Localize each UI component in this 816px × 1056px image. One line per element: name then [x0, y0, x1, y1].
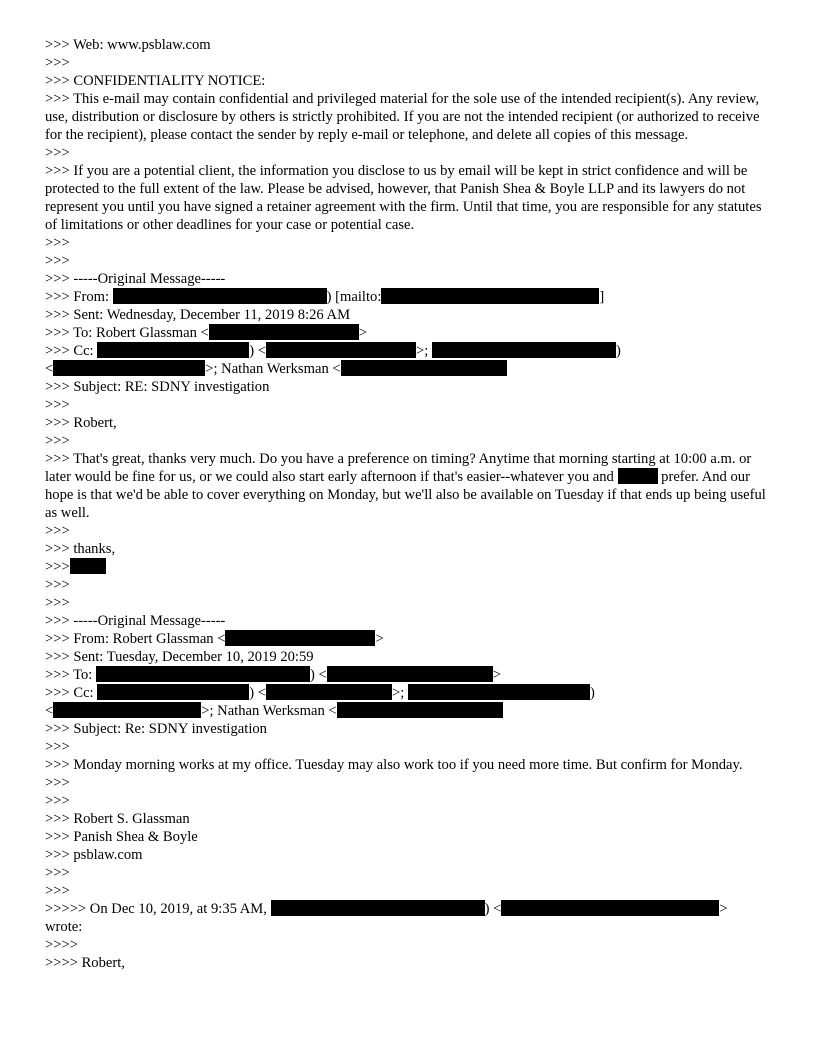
closing-line: >>> thanks,: [45, 541, 116, 557]
redaction-box: [96, 666, 310, 682]
quote-line: >>>: [45, 145, 70, 161]
to-line: >>> To: Robert Glassman < >: [45, 325, 368, 341]
cc-continuation-line: < >; Nathan Werksman <: [45, 702, 771, 720]
quote-line: >>>: [45, 397, 70, 413]
quote-line: >>>: [45, 865, 70, 881]
quote-line: >>>: [45, 253, 70, 269]
redaction-box: [408, 684, 590, 700]
redaction-box: [225, 630, 375, 646]
redaction-box: [209, 324, 359, 340]
cc-line: >>> Cc: ) < >; ): [45, 343, 621, 359]
quote-line: >>>: [45, 775, 70, 791]
subject-line: >>> Subject: Re: SDNY investigation: [45, 721, 267, 737]
quote-line: >>>: [45, 235, 70, 251]
quote-line: >>>: [45, 595, 70, 611]
quote-line: >>>: [45, 793, 70, 809]
quote-line: >>>: [45, 883, 70, 899]
redaction-box: [341, 360, 507, 376]
redaction-box: [266, 684, 392, 700]
quote-line: >>>: [45, 55, 70, 71]
greeting-line: >>> Robert,: [45, 415, 117, 431]
original-message-divider: >>> -----Original Message-----: [45, 613, 226, 629]
redaction-box: [53, 360, 205, 376]
quote-line: >>>>: [45, 937, 78, 953]
redaction-box: [113, 288, 327, 304]
redaction-box: [97, 684, 249, 700]
redaction-box: [432, 342, 616, 358]
redaction-box: [97, 342, 249, 358]
redaction-box: [266, 342, 416, 358]
quote-line: >>>: [45, 739, 70, 755]
signature-name: >>> Robert S. Glassman: [45, 811, 190, 827]
redaction-box: [381, 288, 599, 304]
cc-continuation-line: < >; Nathan Werksman <: [45, 360, 771, 378]
notice-body: >>> This e-mail may contain confidential and privileged material for the sole use of the intended recipient(s). Any review, use, distribution or disclosure by others is strictly prohibited. If you are not the intended recipient (or authorized to receive for the recipient), please contact the sender by reply e-mail or telephone, and delete all copies of this message.: [45, 91, 760, 143]
redaction-box: [70, 558, 106, 574]
redaction-box: [53, 702, 201, 718]
redaction-box: [501, 900, 719, 916]
redaction-box: [327, 666, 493, 682]
from-line: >>> From: Robert Glassman < >: [45, 631, 384, 647]
quote-line: >>>: [45, 577, 70, 593]
quote-line: >>>: [45, 523, 70, 539]
redaction-box: [337, 702, 503, 718]
original-message-divider: >>> -----Original Message-----: [45, 271, 226, 287]
message-body: >>> That's great, thanks very much. Do you have a preference on timing? Anytime that morning starting at 10:00 a.m. or later would be fine for us, or we could also start early afternoon if that's easier--whatever you and prefer. And our hope is that we'd be able to cover everything on Monday, but we'll also be available on Tuesday if that ends up being useful as well.: [45, 451, 766, 521]
from-line: >>> From: ) [mailto: ]: [45, 289, 605, 305]
wrote-line: wrote:: [45, 919, 83, 935]
to-line: >>> To: ) < >: [45, 667, 501, 683]
web-line: >>> Web: www.psblaw.com: [45, 37, 211, 53]
greeting-line: >>>> Robert,: [45, 955, 125, 971]
sent-line: >>> Sent: Wednesday, December 11, 2019 8:26 AM: [45, 307, 351, 323]
quote-line: >>>: [45, 433, 70, 449]
message-body: >>> Monday morning works at my office. Tuesday may also work too if you need more time. But confirm for Monday.: [45, 757, 743, 773]
on-wrote-line: >>>>> On Dec 10, 2019, at 9:35 AM, ) < >: [45, 901, 728, 917]
signature-line: >>>: [45, 558, 771, 576]
redaction-box: [618, 468, 658, 484]
sent-line: >>> Sent: Tuesday, December 10, 2019 20:59: [45, 649, 314, 665]
signature-website: >>> psblaw.com: [45, 847, 143, 863]
signature-firm: >>> Panish Shea & Boyle: [45, 829, 198, 845]
cc-line: >>> Cc: ) < >; ): [45, 685, 595, 701]
redaction-box: [271, 900, 485, 916]
subject-line: >>> Subject: RE: SDNY investigation: [45, 379, 270, 395]
notice-title: >>> CONFIDENTIALITY NOTICE:: [45, 73, 266, 89]
client-notice-body: >>> If you are a potential client, the information you disclose to us by email will be kept in strict confidence and will be protected to the full extent of the law. Please be advised, however, that Panish Shea & Boyle LLP and its lawyers do not represent you until you have signed a retainer agreement with the firm. Until that time, you are responsible for any statutes of limitations or other deadlines for your case or potential case.: [45, 163, 762, 233]
